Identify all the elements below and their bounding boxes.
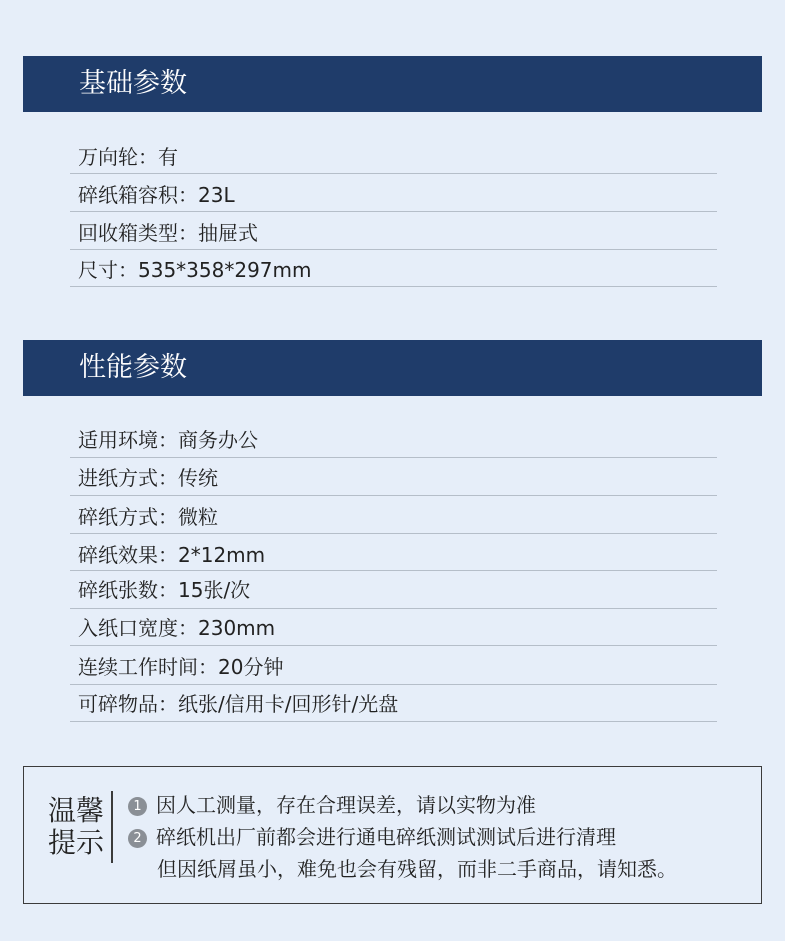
tips-title bbox=[48, 795, 108, 859]
spec-row-environment: 适用环境：商务办公 bbox=[70, 426, 717, 458]
spec-row-feed-method: 进纸方式：传统 bbox=[70, 464, 717, 496]
tips-divider bbox=[111, 791, 113, 863]
spec-row-slot-width: 入纸口宽度：230mm bbox=[70, 614, 717, 646]
performance-params-title: 性能参数 bbox=[79, 352, 187, 383]
basic-params-title: 基础参数 bbox=[79, 68, 187, 99]
tip-item-1 bbox=[128, 792, 536, 818]
spec-row-shreddable-items: 可碎物品：纸张/信用卡/回形针/光盘 bbox=[70, 690, 717, 722]
number-badge-icon: 1 bbox=[128, 797, 147, 816]
spec-row-shred-method: 碎纸方式：微粒 bbox=[70, 503, 717, 534]
spec-row-bin-capacity: 碎纸箱容积：23L bbox=[70, 180, 717, 212]
tips-title-line2: 提示 bbox=[48, 826, 105, 859]
tips-title-line1: 温馨 bbox=[48, 794, 105, 827]
spec-row-dimensions: 尺寸：535*358*297mm bbox=[70, 256, 717, 287]
spec-row-bin-type: 回收箱类型：抽屉式 bbox=[70, 218, 717, 250]
spec-row-casters: 万向轮：有 bbox=[70, 142, 717, 174]
tips-box bbox=[23, 766, 762, 904]
tip-text: 碎纸机出厂前都会进行通电碎纸测试测试后进行清理 bbox=[156, 825, 616, 849]
tip-item-2-continuation: 但因纸屑虽小，难免也会有残留，而非二手商品，请知悉。 bbox=[157, 857, 677, 881]
basic-params-header bbox=[23, 56, 762, 112]
number-badge-icon: 2 bbox=[128, 829, 147, 848]
tip-item-2 bbox=[128, 824, 616, 850]
tip-text: 因人工测量，存在合理误差，请以实物为准 bbox=[156, 793, 536, 817]
performance-params-header bbox=[23, 340, 762, 396]
spec-row-shred-size: 碎纸效果：2*12mm bbox=[70, 540, 717, 571]
spec-row-run-time: 连续工作时间：20分钟 bbox=[70, 653, 717, 685]
spec-row-sheet-capacity: 碎纸张数：15张/次 bbox=[70, 577, 717, 609]
